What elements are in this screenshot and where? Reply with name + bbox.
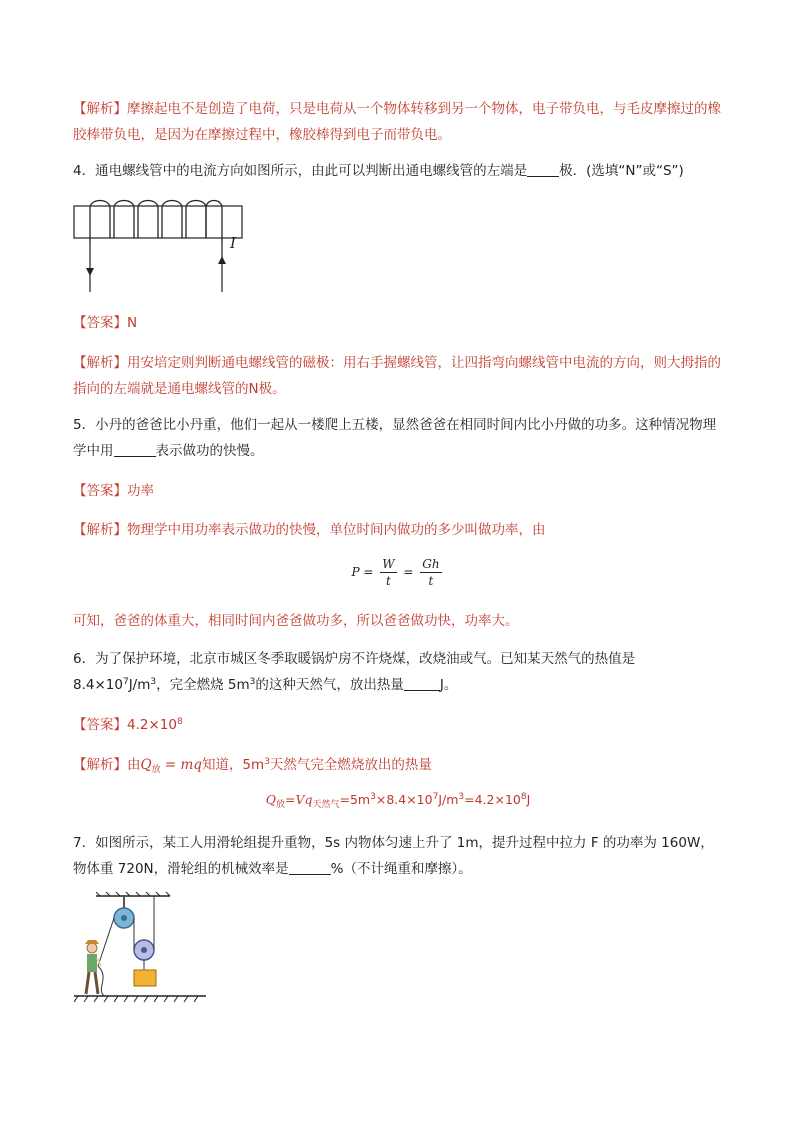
q7-blank bbox=[289, 860, 331, 875]
analysis-label: 【解析】 bbox=[73, 101, 127, 117]
solenoid-figure bbox=[70, 194, 250, 296]
q5-analysis bbox=[73, 517, 723, 543]
q5-blank bbox=[114, 442, 156, 457]
q7-line2: 物体重 720N，滑轮组的机械效率是 %（不计绳重和摩擦）。 bbox=[73, 861, 472, 877]
pulley-figure bbox=[70, 892, 210, 1004]
q5-equation: P = $\frac{W}{t}$ = $\frac{Gh}{t}$ bbox=[351, 557, 440, 588]
q4-answer bbox=[73, 310, 723, 336]
analysis-label: 【解析】 bbox=[73, 757, 127, 773]
q7-line1: 7．如图所示，某工人用滑轮组提升重物，5s 内物体匀速上升了 1m，提升过程中拉力 F 的功率为 160W， bbox=[73, 835, 714, 851]
eq-p: P bbox=[351, 565, 360, 579]
q7-question bbox=[73, 830, 723, 882]
q5-text-before: 5．小丹的爸爸比小丹重，他们一起从一楼爬上五楼，显然爸爸在相同时间内比小丹做的功多。这种情况物理学中用 bbox=[73, 417, 717, 459]
q5-question bbox=[73, 412, 723, 464]
q6-analysis: 【解析】由$Q_放$ = mq知道，$5m^3$天然气完全燃烧放出的热量 bbox=[73, 757, 432, 775]
q3-analysis bbox=[73, 96, 723, 148]
q4-analysis-text: 用安培定则判断通电螺线管的磁极：用右手握螺线管，让四指弯向螺线管中电流的方向，则大拇指的指向的左端就是通电螺线管的N极。 bbox=[73, 355, 721, 397]
q3-analysis-text: 摩擦起电不是创造了电荷，只是电荷从一个物体转移到另一个物体，电子带负电，与毛皮摩擦过的橡胶棒带负电，是因为在摩擦过程中，橡胶棒得到电子而带负电。 bbox=[73, 101, 721, 143]
q4-blank bbox=[527, 162, 559, 177]
q4-text-before: 4．通电螺线管中的电流方向如图所示，由此可以判断出通电螺线管的左端是 bbox=[73, 163, 528, 179]
q6-calculation: $Q_放=Vq_{天然气}=5m^3\times 8.4\times 10^7J/m^3=4.2\times 10^8J$ bbox=[265, 792, 531, 810]
q6-line2: $8.4\times 10^7J/m^3$，完全燃烧 $5m^3$的这种天然气，放出热量 J。 bbox=[73, 677, 458, 693]
weight-block bbox=[134, 970, 156, 986]
q4-text-after: 极．(选填“N”或“S”) bbox=[559, 163, 684, 179]
answer-label: 【答案】 bbox=[73, 717, 127, 733]
worker bbox=[85, 940, 104, 996]
q5-answer bbox=[73, 478, 723, 504]
q4-analysis bbox=[73, 350, 723, 402]
analysis-label: 【解析】 bbox=[73, 355, 127, 371]
current-label: I bbox=[230, 234, 236, 252]
answer-label: 【答案】 bbox=[73, 315, 127, 331]
q6-line1: 6．为了保护环境，北京市城区冬季取暖锅炉房不许烧煤，改烧油或气。已知某天然气的热值是 bbox=[73, 651, 636, 667]
q5-text-after: 表示做功的快慢。 bbox=[155, 443, 264, 459]
q6-question bbox=[73, 646, 723, 698]
eq-frac-gh-t: $\frac{Gh}{t}$ bbox=[422, 557, 440, 588]
q5-analysis-text: 物理学中用功率表示做功的快慢，单位时间内做功的多少叫做功率，由 bbox=[127, 522, 546, 538]
q4-answer-text: N bbox=[127, 315, 138, 331]
q5-conclusion-text: 可知，爸爸的体重大，相同时间内爸爸做功多，所以爸爸做功快，功率大。 bbox=[73, 613, 519, 629]
eq-frac-w-t: $\frac{W}{t}$ bbox=[382, 557, 395, 588]
q5-conclusion bbox=[73, 608, 723, 634]
q4-question bbox=[73, 158, 723, 184]
answer-label: 【答案】 bbox=[73, 483, 127, 499]
q6-answer: 【答案】$4.2\times 10^8$ bbox=[73, 717, 183, 733]
analysis-label: 【解析】 bbox=[73, 522, 127, 538]
q5-answer-text: 功率 bbox=[127, 483, 154, 499]
q6-blank bbox=[404, 676, 440, 691]
